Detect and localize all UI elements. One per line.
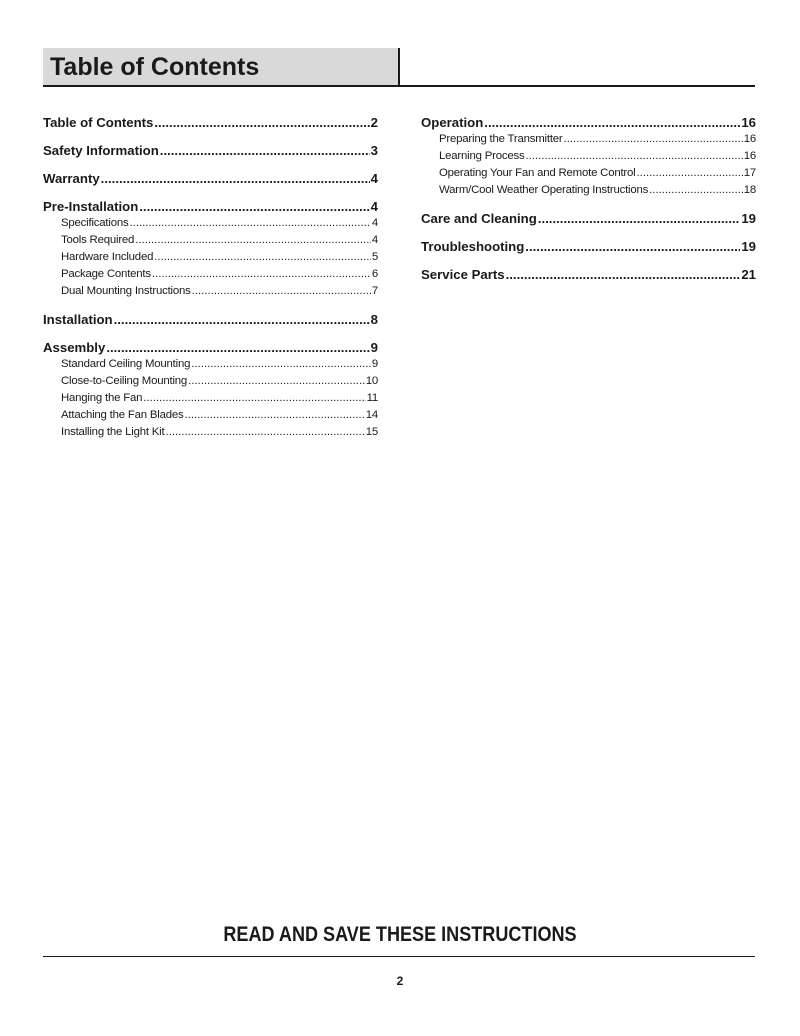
toc-entry-page: 16 bbox=[743, 150, 756, 162]
toc-group bbox=[421, 266, 756, 283]
toc-entry[interactable] bbox=[43, 339, 378, 356]
toc-entry-label: Installation bbox=[43, 312, 113, 327]
toc-leader-dots bbox=[165, 424, 364, 441]
toc-group bbox=[43, 114, 378, 131]
toc-group bbox=[43, 339, 378, 441]
toc-entry-page: 19 bbox=[741, 211, 756, 226]
header-divider-vertical bbox=[398, 48, 400, 86]
toc-entry-page: 11 bbox=[366, 392, 378, 404]
toc-leader-dots bbox=[191, 356, 371, 373]
page-number: 2 bbox=[396, 974, 404, 988]
toc-entry-label: Hanging the Fan bbox=[61, 392, 143, 404]
toc-entry-label: Preparing the Transmitter bbox=[439, 133, 563, 145]
toc-leader-dots bbox=[106, 339, 369, 356]
toc-subentry[interactable] bbox=[43, 232, 378, 249]
toc-group bbox=[421, 210, 756, 227]
toc-entry-label: Operating Your Fan and Remote Control bbox=[439, 167, 636, 179]
toc-entry-label: Troubleshooting bbox=[421, 239, 525, 254]
toc-subentry[interactable] bbox=[43, 215, 378, 232]
toc-leader-dots bbox=[192, 283, 371, 300]
toc-entry-page: 16 bbox=[741, 115, 756, 130]
toc-entry-page: 17 bbox=[743, 167, 756, 179]
toc-group bbox=[43, 198, 378, 300]
toc-leader-dots bbox=[114, 311, 370, 328]
toc-leader-dots bbox=[525, 238, 740, 255]
toc-column-left bbox=[43, 114, 378, 452]
toc-leader-dots bbox=[506, 266, 741, 283]
toc-entry[interactable] bbox=[43, 198, 378, 215]
toc-subentry[interactable] bbox=[43, 356, 378, 373]
toc-entry-label: Close-to-Ceiling Mounting bbox=[61, 375, 188, 387]
toc-entry-page: 5 bbox=[371, 251, 378, 263]
toc-entry[interactable] bbox=[43, 170, 378, 187]
toc-subentry[interactable] bbox=[421, 148, 756, 165]
footer-notice: READ AND SAVE THESE INSTRUCTIONS bbox=[223, 923, 577, 946]
toc-entry-page: 9 bbox=[370, 340, 378, 355]
toc-leader-dots bbox=[139, 198, 369, 215]
toc-leader-dots bbox=[188, 373, 365, 390]
header-divider-horizontal bbox=[43, 85, 755, 87]
toc-leader-dots bbox=[637, 165, 743, 182]
toc-group bbox=[43, 170, 378, 187]
toc-leader-dots bbox=[564, 131, 743, 148]
toc-leader-dots bbox=[154, 249, 371, 266]
toc-entry-page: 4 bbox=[371, 234, 378, 246]
toc-group bbox=[43, 311, 378, 328]
toc-group bbox=[43, 142, 378, 159]
toc-entry-label: Attaching the Fan Blades bbox=[61, 409, 184, 421]
toc-entry-page: 6 bbox=[371, 268, 378, 280]
footer-divider bbox=[43, 956, 755, 957]
toc-entry-label: Warranty bbox=[43, 171, 100, 186]
toc-entry-label: Standard Ceiling Mounting bbox=[61, 358, 191, 370]
toc-entry-label: Safety Information bbox=[43, 143, 159, 158]
toc-entry-page: 19 bbox=[741, 239, 756, 254]
toc-leader-dots bbox=[135, 232, 371, 249]
toc-entry-page: 16 bbox=[743, 133, 756, 145]
toc-entry-page: 15 bbox=[365, 426, 378, 438]
toc-entry[interactable] bbox=[421, 210, 756, 227]
toc-entry[interactable] bbox=[43, 311, 378, 328]
toc-subentry[interactable] bbox=[421, 165, 756, 182]
toc-entry-page: 2 bbox=[370, 115, 378, 130]
toc-leader-dots bbox=[143, 390, 365, 407]
toc-entry-page: 7 bbox=[371, 285, 378, 297]
toc-entry-label: Hardware Included bbox=[61, 251, 154, 263]
toc-entry-page: 10 bbox=[365, 375, 378, 387]
toc-subentry[interactable] bbox=[43, 266, 378, 283]
page-title: Table of Contents bbox=[50, 53, 260, 81]
toc-entry-label: Dual Mounting Instructions bbox=[61, 285, 191, 297]
toc-leader-dots bbox=[101, 170, 370, 187]
toc-entry-page: 4 bbox=[370, 199, 378, 214]
toc-entry-label: Service Parts bbox=[421, 267, 505, 282]
toc-entry[interactable] bbox=[43, 114, 378, 131]
toc-entry-page: 3 bbox=[370, 143, 378, 158]
toc-entry[interactable] bbox=[43, 142, 378, 159]
toc-entry-label: Warm/Cool Weather Operating Instructions bbox=[439, 184, 649, 196]
toc-entry-label: Package Contents bbox=[61, 268, 151, 280]
toc-subentry[interactable] bbox=[43, 249, 378, 266]
toc-leader-dots bbox=[538, 210, 741, 227]
toc-entry[interactable] bbox=[421, 238, 756, 255]
toc-entry-label: Care and Cleaning bbox=[421, 211, 537, 226]
toc-leader-dots bbox=[184, 407, 364, 424]
toc-entry[interactable] bbox=[421, 266, 756, 283]
toc-leader-dots bbox=[129, 215, 370, 232]
toc-entry-page: 14 bbox=[365, 409, 378, 421]
toc-subentry[interactable] bbox=[43, 283, 378, 300]
toc-entry-label: Pre-Installation bbox=[43, 199, 139, 214]
toc-entry-label: Installing the Light Kit bbox=[61, 426, 165, 438]
toc-leader-dots bbox=[649, 182, 743, 199]
toc-entry-label: Tools Required bbox=[61, 234, 135, 246]
toc-subentry[interactable] bbox=[43, 373, 378, 390]
toc-entry-label: Assembly bbox=[43, 340, 106, 355]
toc-subentry[interactable] bbox=[43, 424, 378, 441]
toc-leader-dots bbox=[484, 114, 740, 131]
toc-group bbox=[421, 114, 756, 199]
toc-entry-page: 4 bbox=[370, 171, 378, 186]
toc-leader-dots bbox=[152, 266, 371, 283]
toc-leader-dots bbox=[154, 114, 369, 131]
toc-entry-page: 8 bbox=[370, 312, 378, 327]
toc-entry-label: Table of Contents bbox=[43, 115, 154, 130]
toc-entry-page: 21 bbox=[741, 267, 756, 282]
toc-subentry[interactable] bbox=[43, 390, 378, 407]
toc-group bbox=[421, 238, 756, 255]
toc-subentry[interactable] bbox=[421, 131, 756, 148]
toc-column-right bbox=[421, 114, 756, 294]
toc-entry-page: 18 bbox=[743, 184, 756, 196]
toc-entry-page: 9 bbox=[371, 358, 378, 370]
toc-entry-label: Learning Process bbox=[439, 150, 525, 162]
toc-entry-label: Specifications bbox=[61, 217, 129, 229]
toc-subentry[interactable] bbox=[43, 407, 378, 424]
toc-leader-dots bbox=[160, 142, 370, 159]
toc-entry-label: Operation bbox=[421, 115, 484, 130]
toc-entry-page: 4 bbox=[371, 217, 378, 229]
toc-leader-dots bbox=[525, 148, 742, 165]
toc-entry[interactable] bbox=[421, 114, 756, 131]
toc-subentry[interactable] bbox=[421, 182, 756, 199]
